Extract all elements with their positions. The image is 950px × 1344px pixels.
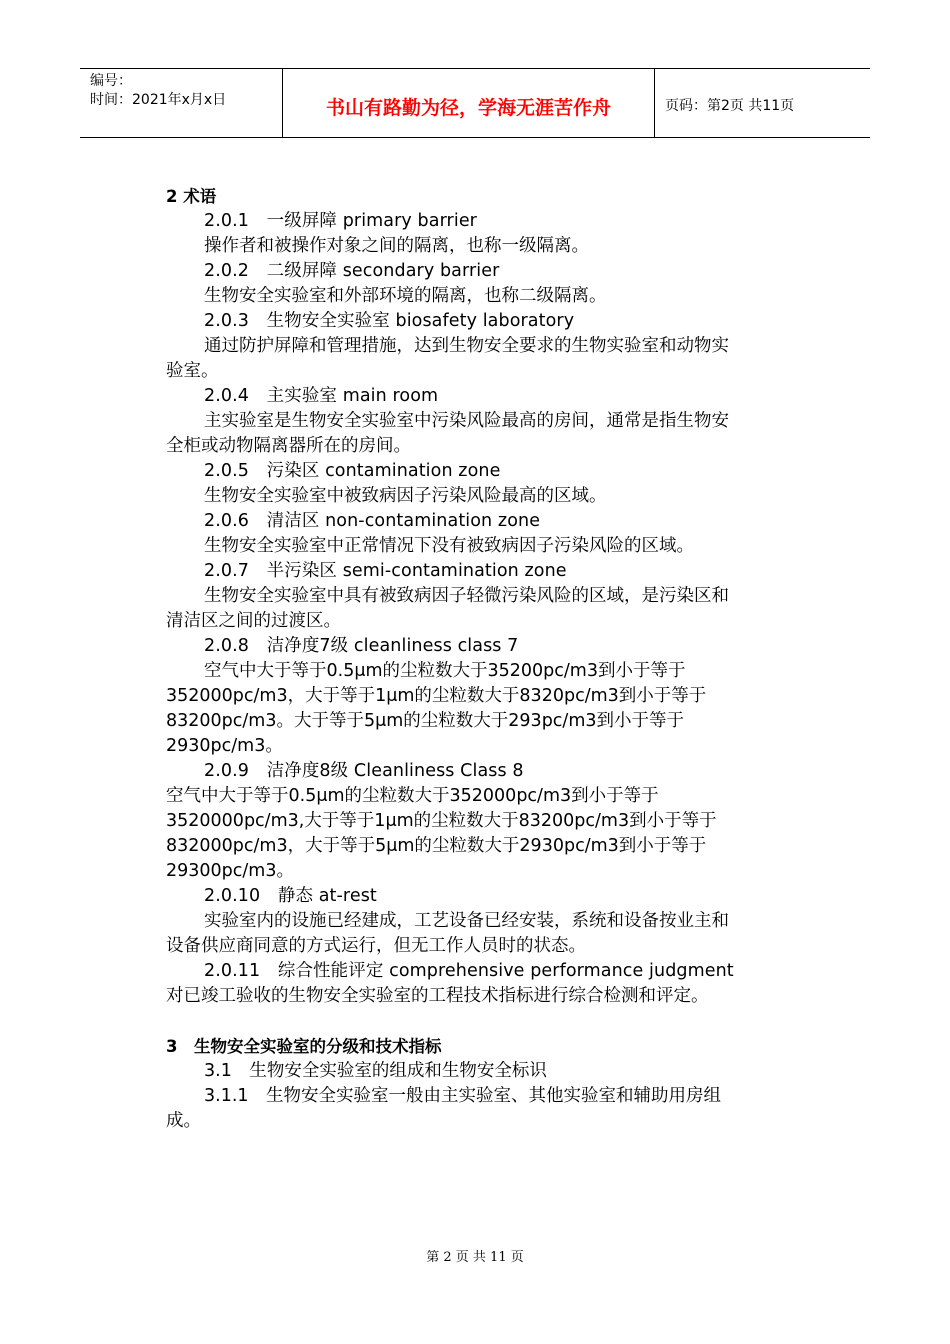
term-heading: 2.0.8 洁净度7级 cleanliness class 7	[204, 636, 519, 656]
header-motto-cell	[283, 69, 655, 137]
paragraph-line: 对已竣工验收的生物安全实验室的工程技术指标进行综合检测和评定。	[166, 986, 709, 1006]
number-label: 编号：	[90, 73, 132, 89]
term-heading: 2.0.6 清洁区 non-contamination zone	[204, 511, 541, 531]
paragraph-line: 生物安全实验室中具有被致病因子轻微污染风险的区域，是污染区和	[204, 586, 729, 606]
paragraph-line: 成。	[166, 1111, 201, 1131]
term-heading: 2.0.5 污染区 contamination zone	[204, 461, 501, 481]
paragraph-line: 29300pc/m3。	[166, 861, 294, 881]
term-heading: 2.0.4 主实验室 main room	[204, 386, 439, 406]
header-page-cell	[655, 69, 870, 137]
paragraph-line: 832000pc/m3，大于等于5μm的尘粒数大于2930pc/m3到小于等于	[166, 836, 707, 856]
term-heading: 2.0.9 洁净度8级 Cleanliness Class 8	[204, 761, 524, 781]
paragraph-line: 83200pc/m3。大于等于5μm的尘粒数大于293pc/m3到小于等于	[166, 711, 685, 731]
term-heading: 2.0.7 半污染区 semi-contamination zone	[204, 561, 567, 581]
paragraph-line: 生物安全实验室中被致病因子污染风险最高的区域。	[204, 486, 607, 506]
paragraph-line: 设备供应商同意的方式运行，但无工作人员时的状态。	[166, 936, 586, 956]
page-footer: 第 2 页 共 11 页	[426, 1250, 524, 1265]
header-meta-cell	[80, 69, 283, 137]
page-info: 页码：第2页 共11页	[665, 98, 795, 114]
section-heading: 3 生物安全实验室的分级和技术指标	[166, 1037, 442, 1056]
paragraph-line: 实验室内的设施已经建成，工艺设备已经安装，系统和设备按业主和	[204, 911, 729, 931]
term-heading: 2.0.11 综合性能评定 comprehensive performance judgment	[204, 961, 734, 981]
paragraph-line: 清洁区之间的过渡区。	[166, 611, 341, 631]
paragraph-line: 3520000pc/m3,大于等于1μm的尘粒数大于83200pc/m3到小于等于	[166, 811, 717, 831]
paragraph-line: 2930pc/m3。	[166, 736, 283, 756]
paragraph-line: 操作者和被操作对象之间的隔离，也称一级隔离。	[204, 236, 589, 256]
paragraph-line: 主实验室是生物安全实验室中污染风险最高的房间，通常是指生物安	[204, 411, 729, 431]
subsection-heading: 3.1 生物安全实验室的组成和生物安全标识	[204, 1061, 547, 1081]
page-header	[80, 68, 870, 138]
motto-text: 书山有路勤为径，学海无涯苦作舟	[325, 97, 611, 119]
paragraph-line: 通过防护屏障和管理措施，达到生物安全要求的生物实验室和动物实	[204, 336, 729, 356]
paragraph-line: 空气中大于等于0.5μm的尘粒数大于35200pc/m3到小于等于	[204, 661, 686, 681]
paragraph-line: 验室。	[166, 361, 219, 381]
time-label: 时间：2021年x月x日	[90, 92, 227, 108]
paragraph-line: 全柜或动物隔离器所在的房间。	[166, 436, 411, 456]
paragraph-line: 空气中大于等于0.5μm的尘粒数大于352000pc/m3到小于等于	[166, 786, 659, 806]
term-heading: 2.0.10 静态 at-rest	[204, 886, 377, 906]
paragraph-line: 352000pc/m3，大于等于1μm的尘粒数大于8320pc/m3到小于等于	[166, 686, 707, 706]
section-heading: 2 术语	[166, 187, 217, 206]
term-heading: 2.0.3 生物安全实验室 biosafety laboratory	[204, 311, 575, 331]
paragraph-line: 生物安全实验室中正常情况下没有被致病因子污染风险的区域。	[204, 536, 694, 556]
paragraph-line: 生物安全实验室和外部环境的隔离，也称二级隔离。	[204, 286, 607, 306]
term-heading: 2.0.1 一级屏障 primary barrier	[204, 211, 477, 231]
paragraph-line: 3.1.1 生物安全实验室一般由主实验室、其他实验室和辅助用房组	[204, 1086, 722, 1106]
term-heading: 2.0.2 二级屏障 secondary barrier	[204, 261, 500, 281]
